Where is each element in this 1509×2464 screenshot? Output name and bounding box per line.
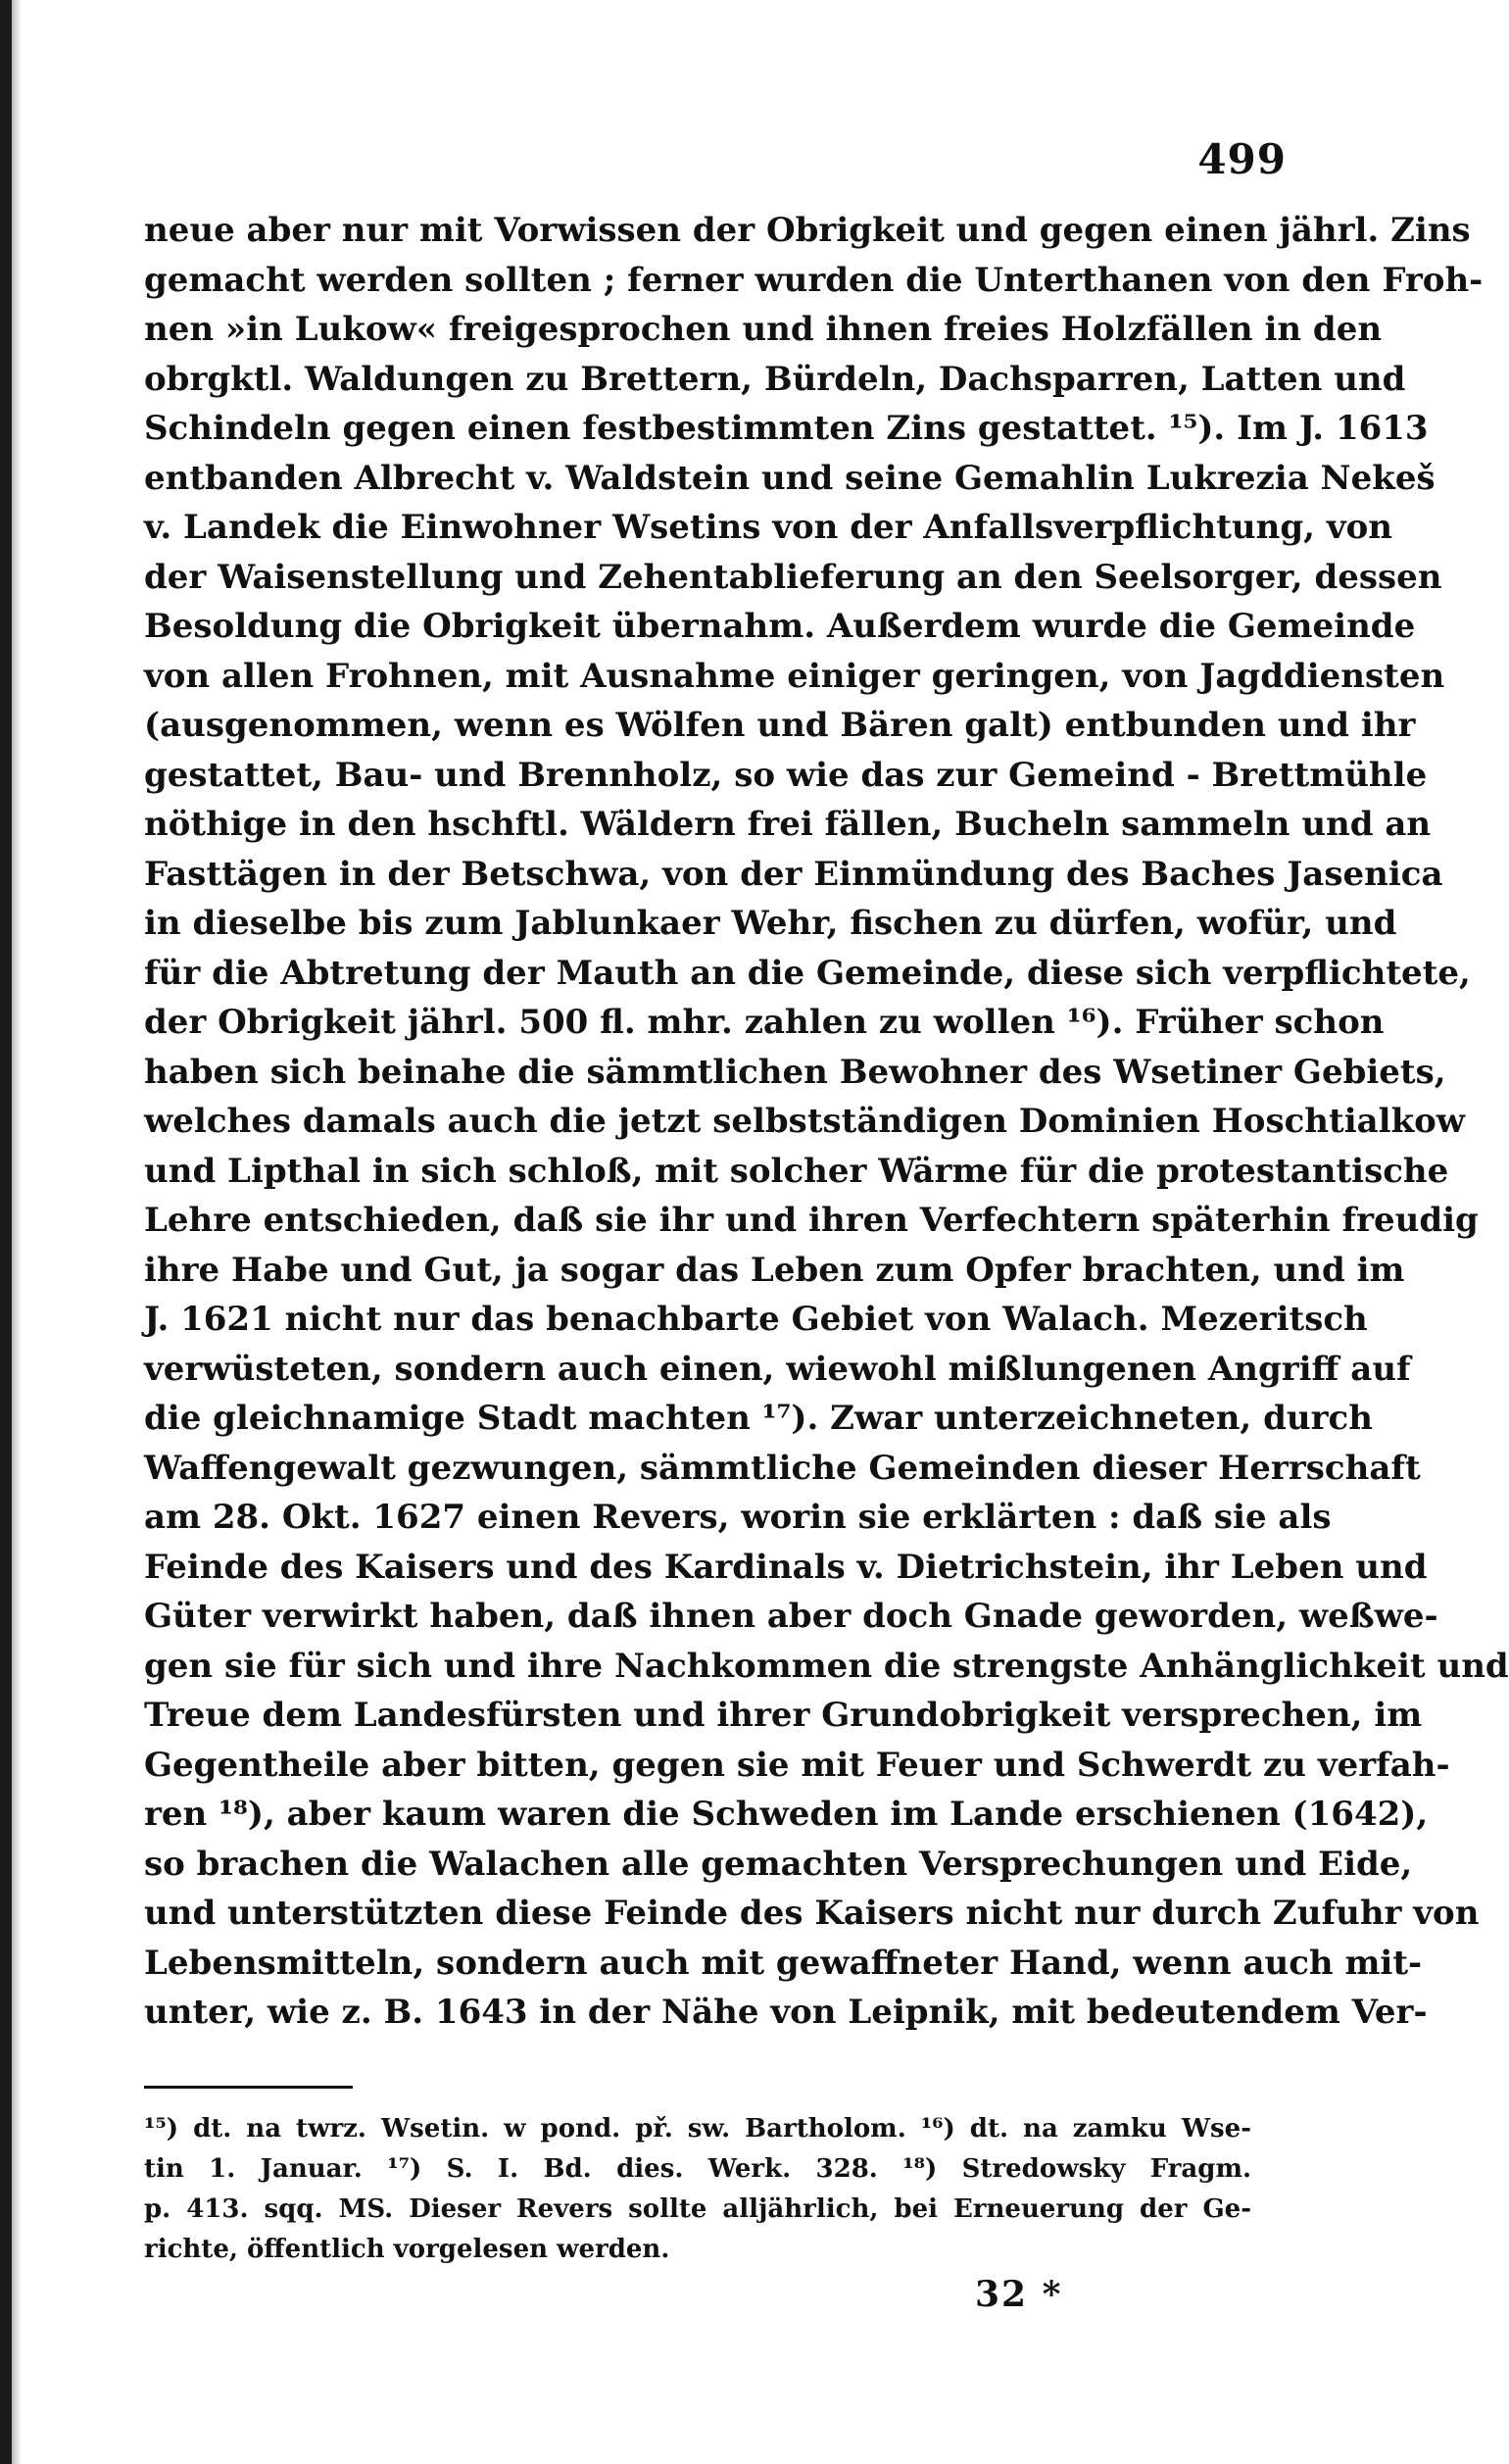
text-line: welches damals auch die jetzt selbstständigen Dominien Hoschtialkow [144,1102,1466,1141]
text-line: Besoldung die Obrigkeit übernahm. Außerdem wurde die Gemeinde [144,607,1416,646]
text-line: der Obrigkeit jährl. 500 fl. mhr. zahlen zu wollen ¹⁶). Früher schon [144,1003,1385,1042]
text-line: entbanden Albrecht v. Waldstein und seine Gemahlin Lukrezia Nekeš [144,458,1436,498]
footnote-line: ¹⁵) dt. na twrz. Wsetin. w pond. př. sw. Bartholom. ¹⁶) dt. na zamku Wse- [144,2114,1251,2144]
footnotes [144,2109,1251,2270]
text-line: neue aber nur mit Vorwissen der Obrigkeit und gegen einen jährl. Zins [144,211,1471,250]
text-line: für die Abtretung der Mauth an die Gemeinde, diese sich verpflichtete, [144,953,1471,993]
text-line: Schindeln gegen einen festbestimmten Zins gestattet. ¹⁵). Im J. 1613 [144,409,1429,448]
page-binding-edge [0,0,12,2464]
footnote-line: tin 1. Januar. ¹⁷) S. I. Bd. dies. Werk. 328. ¹⁸) Stredowsky Fragm. [144,2154,1251,2184]
text-line: gestattet, Bau- und Brennholz, so wie das zur Gemeind - Brettmühle [144,755,1428,795]
text-line: Gegentheile aber bitten, gegen sie mit Feuer und Schwerdt zu verfah- [144,1745,1450,1785]
text-line: Lehre entschieden, daß sie ihr und ihren Verfechtern späterhin freudig [144,1201,1479,1240]
text-line: v. Landek die Einwohner Wsetins von der Anfallsverpflichtung, von [144,508,1392,547]
text-line: ren ¹⁸), aber kaum waren die Schweden im Lande erschienen (1642), [144,1795,1429,1834]
text-line: und Lipthal in sich schloß, mit solcher Wärme für die protestantische [144,1151,1449,1191]
text-line: J. 1621 nicht nur das benachbarte Gebiet von Walach. Mezeritsch [144,1300,1368,1339]
text-line: gemacht werden sollten ; ferner wurden die Unterthanen von den Froh- [144,260,1484,300]
text-line: obrgktl. Waldungen zu Brettern, Bürdeln, Dachsparren, Latten und [144,359,1406,399]
text-line: (ausgenommen, wenn es Wölfen und Bären galt) entbunden und ihr [144,706,1416,745]
text-line: nöthige in den hschftl. Wäldern frei fällen, Bucheln sammeln und an [144,805,1432,844]
text-line: haben sich beinahe die sämmtlichen Bewohner des Wsetiner Gebiets, [144,1052,1446,1092]
footnote-divider [144,2086,353,2089]
footnote-line: p. 413. sqq. MS. Dieser Revers sollte alljährlich, bei Erneuerung der Ge- [144,2194,1251,2224]
text-line: unter, wie z. B. 1643 in der Nähe von Leipnik, mit bedeutendem Ver- [144,1993,1428,2032]
text-line: die gleichnamige Stadt machten ¹⁷). Zwar unterzeichneten, durch [144,1399,1373,1438]
text-line: von allen Frohnen, mit Ausnahme einiger geringen, von Jagddiensten [144,656,1445,696]
text-line: nen »in Lukow« freigesprochen und ihnen freies Holzfällen in den [144,310,1383,349]
text-line: ihre Habe und Gut, ja sogar das Leben zum Opfer brachten, und im [144,1250,1405,1290]
page-binding-shadow [12,0,22,2464]
text-line: der Waisenstellung und Zehentablieferung an den Seelsorger, dessen [144,557,1442,597]
text-line: Feinde des Kaisers und des Kardinals v. Dietrichstein, ihr Leben und [144,1547,1428,1587]
text-line: gen sie für sich und ihre Nachkommen die strengste Anhänglichkeit und [144,1646,1509,1686]
text-line: Waffengewalt gezwungen, sämmtliche Gemeinden dieser Herrschaft [144,1448,1421,1488]
footnote-line: richte, öffentlich vorgelesen werden. [144,2235,670,2264]
text-line: so brachen die Walachen alle gemachten Versprechungen und Eide, [144,1844,1413,1884]
text-line: Treue dem Landesfürsten und ihrer Grundobrigkeit versprechen, im [144,1696,1423,1735]
text-line: und unterstützten diese Feinde des Kaisers nicht nur durch Zufuhr von [144,1894,1480,1933]
text-line: Lebensmitteln, sondern auch mit gewaffneter Hand, wenn auch mit- [144,1943,1423,1983]
text-line: in dieselbe bis zum Jablunkaer Wehr, fischen zu dürfen, wofür, und [144,904,1397,943]
text-line: verwüsteten, sondern auch einen, wiewohl mißlungenen Angriff auf [144,1349,1411,1389]
text-line: Fasttägen in der Betschwa, von der Einmündung des Baches Jasenica [144,854,1443,894]
main-text [144,206,1509,2038]
text-line: am 28. Okt. 1627 einen Revers, worin sie erklärten : daß sie als [144,1498,1332,1537]
page-number: 499 [1197,135,1287,183]
printer-signature-mark: 32 * [975,2274,1063,2315]
text-line: Güter verwirkt haben, daß ihnen aber doch Gnade geworden, weßwe- [144,1597,1438,1636]
